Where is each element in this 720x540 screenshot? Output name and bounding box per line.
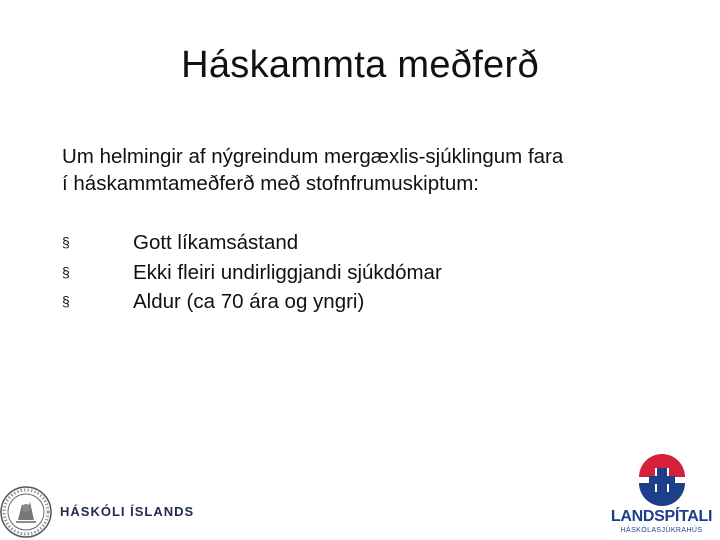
university-seal-icon (0, 476, 52, 540)
hospital-cross-icon (633, 453, 691, 507)
intro-text (62, 143, 682, 197)
intro-line-2: í háskammtameðferð með stofnfrumuskiptum: (62, 172, 479, 195)
bullet-marker: § (62, 263, 70, 280)
bullet-text: Ekki fleiri undirliggjandi sjúkdómar (133, 260, 442, 284)
slide-title: Háskammta meðferð (181, 44, 539, 86)
bullet-marker: § (62, 293, 70, 309)
bullet-text: Aldur (ca 70 ára og yngri) (133, 290, 365, 313)
bullet-marker: § (62, 234, 70, 250)
hospital-name: LANDSPÍTALI (610, 508, 713, 525)
hospital-logo (603, 441, 720, 540)
university-logo-text: HÁSKÓLI ÍSLANDS (60, 504, 195, 519)
hospital-subtitle: HÁSKÓLASJÚKRAHÚS (620, 527, 703, 534)
bullet-text: Gott líkamsástand (133, 231, 299, 254)
intro-line-1: Um helmingir af nýgreindum mergæxlis-sjúklingum fara (62, 145, 564, 168)
